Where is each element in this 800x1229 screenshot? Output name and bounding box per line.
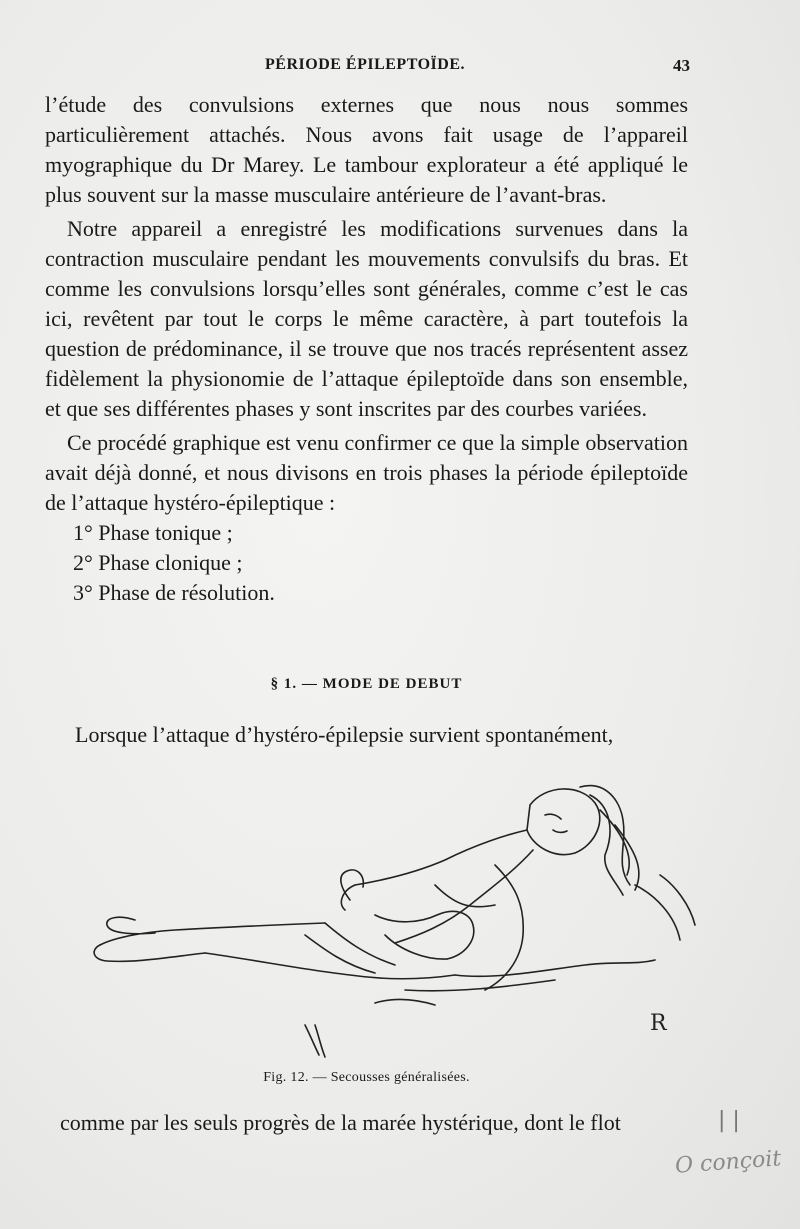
running-head: PÉRIODE ÉPILEPTOÏDE. [265, 56, 465, 73]
paragraph-2: Notre appareil a enregistré les modifications survenues dans la contraction musculaire pendant les mouvements convulsifs du bras. Et comme les convulsions lorsqu’elles sont générales, comme c’est le cas ici, revêtent par tout le corps le même caractère, à part toutefois la question de prédominance, il se trouve que nos tracés représentent assez fidèlement la physionomie de l’attaque épileptoïde dans son ensemble, et que ses différentes phases y sont inscrites par des courbes variées. [45, 216, 688, 421]
phase-item: 3° Phase de résolution. [73, 580, 275, 605]
margin-mark: | | [718, 1108, 740, 1133]
figure-illustration [75, 775, 710, 1060]
section-text: Lorsque l’attaque d’hystéro-épilepsie survient spontanément, [75, 722, 614, 747]
phase-list [45, 518, 688, 608]
page-header [40, 56, 690, 80]
paragraph-1: l’étude des convulsions externes que nous nous sommes particulièrement attachés. Nous avons fait usage de l’appareil myographique du Dr Marey. Le tambour explorateur a été appliqué le plus souvent sur la masse musculaire antérieure de l’avant-bras. [45, 92, 688, 207]
reclining-figure-drawing [75, 775, 710, 1060]
handwritten-margin-note: O conçoit [674, 1146, 782, 1179]
phase-item: 2° Phase clonique ; [73, 550, 243, 575]
figure-caption: Fig. 12. — Secousses généralisées. [263, 1070, 470, 1085]
continuation-line: comme par les seuls progrès de la marée hystérique, dont le flot [60, 1110, 621, 1135]
paragraph-3: Ce procédé graphique est venu confirmer ce que la simple observation avait déjà donné, et nous divisons en trois phases la période épileptoïde de l’attaque hystéro-épileptique : [45, 430, 688, 515]
page-number: 43 [673, 56, 690, 75]
section-heading: § 1. — MODE DE DEBUT [270, 676, 463, 692]
phase-item: 1° Phase tonique ; [73, 520, 233, 545]
artist-signature: R [650, 1011, 667, 1036]
body-text [45, 90, 688, 608]
